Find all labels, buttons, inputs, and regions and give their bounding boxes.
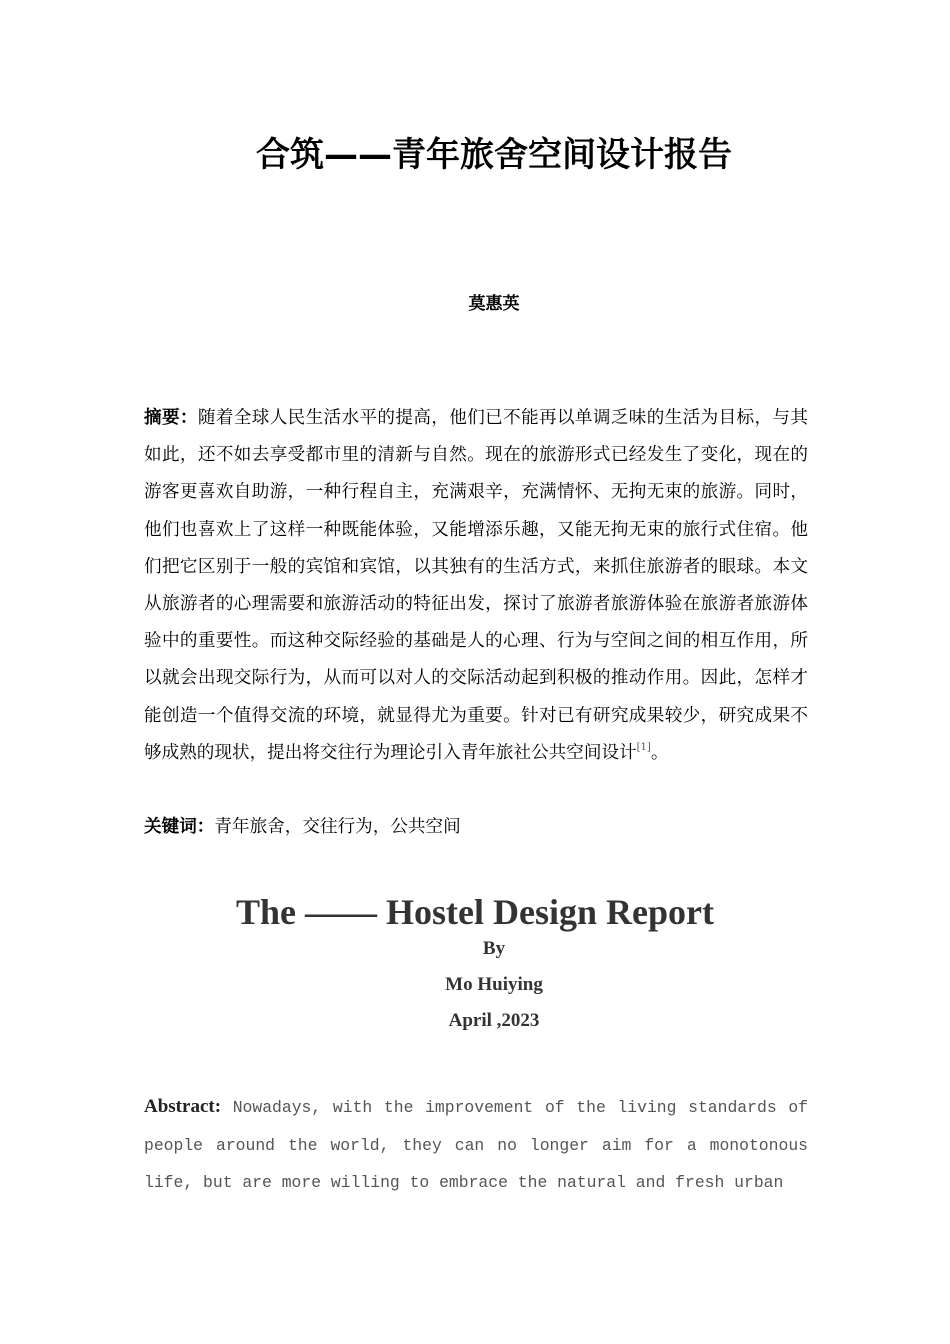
chinese-keywords-text: 青年旅舍，交往行为，公共空间 bbox=[214, 817, 461, 837]
english-date: April ,2023 bbox=[448, 1010, 540, 1031]
chinese-abstract-label: 摘要： bbox=[144, 408, 198, 428]
english-abstract-label: Abstract: bbox=[144, 1096, 222, 1117]
english-abstract bbox=[144, 1088, 808, 1202]
chinese-abstract-end: 。 bbox=[650, 742, 669, 763]
chinese-title: 合筑——青年旅舍空间设计报告 bbox=[256, 135, 732, 175]
citation-reference[interactable]: [1] bbox=[636, 741, 651, 753]
chinese-author: 莫惠英 bbox=[468, 294, 520, 314]
chinese-keywords bbox=[144, 812, 808, 842]
english-abstract-text: Nowadays, with the improvement of the living standards of people around the world, they can no longer aim for a monotonous life, but are more willing to embrace the natural and fresh urban bbox=[144, 1098, 808, 1193]
chinese-abstract bbox=[144, 400, 808, 772]
english-by-line: By bbox=[482, 938, 506, 959]
chinese-keywords-label: 关键词： bbox=[144, 817, 215, 837]
chinese-abstract-text: 随着全球人民生活水平的提高，他们已不能再以单调乏味的生活为目标，与其如此，还不如去享受都市里的清新与自然。现在的旅游形式已经发生了变化，现在的游客更喜欢自助游，一种行程自主，充满艰辛，充满情怀、无拘无束的旅游。同时，他们也喜欢上了这样一种既能体验，又能增添乐趣，又能无拘无束的旅行式住宿。他们把它区别于一般的宾馆和宾馆，以其独有的生活方式，来抓住旅游者的眼球。本文从旅游者的心理需要和旅游活动的特征出发，探讨了旅游者旅游体验在旅游者旅游体验中的重要性。而这种交际经验的基础是人的心理、行为与空间之间的相互作用，所以就会出现交际行为，从而可以对人的交际活动起到积极的推动作用。因此，怎样才能创造一个值得交流的环境，就显得尤为重要。针对已有研究成果较少，研究成果不够成熟的现状，提出将交往行为理论引入青年旅社公共空间设计 bbox=[144, 408, 808, 763]
english-title: The —— Hostel Design Report bbox=[236, 892, 714, 932]
english-author: Mo Huiying bbox=[445, 974, 543, 995]
